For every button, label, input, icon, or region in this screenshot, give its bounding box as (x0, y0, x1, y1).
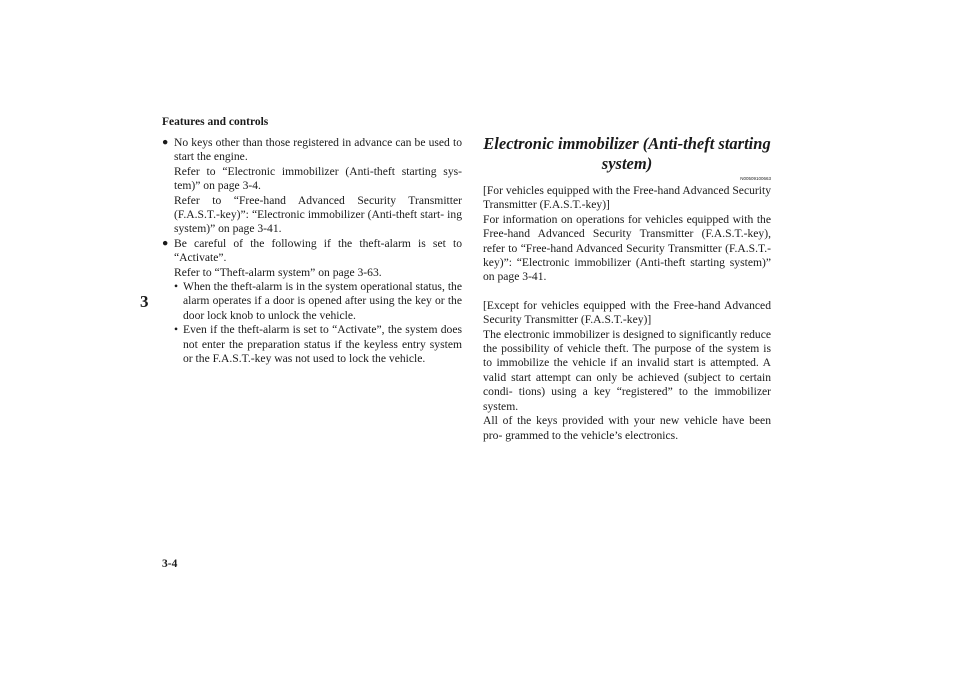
sub-bullet-item (174, 280, 462, 323)
cross-reference: Refer to “Theft-alarm system” on page 3-63. (174, 265, 382, 279)
bullet-icon: ● (162, 237, 169, 249)
body-text: All of the keys provided with your new vehicle have been pro- grammed to the vehicle’s electronics. (483, 414, 771, 442)
paragraph-fast-key (483, 184, 771, 285)
body-text: No keys other than those registered in advance can be used to start the engine. (174, 136, 462, 164)
section-heading: Electronic immobilizer (Anti-theft starting system) (483, 134, 771, 173)
reference-code: N00509100663 (740, 176, 771, 181)
left-column (162, 136, 462, 367)
right-column (483, 134, 771, 457)
sub-bullet-icon: • (174, 323, 179, 337)
page-number: 3-4 (162, 558, 178, 570)
bullet-icon: ● (162, 137, 169, 148)
bullet-body (174, 136, 462, 237)
paragraph-except-fast-key (483, 299, 771, 443)
cross-reference: Refer to “Electronic immobilizer (Anti-theft starting sys- tem)” on page 3-4. (174, 164, 462, 193)
bullet-body (174, 237, 462, 367)
bullet-item-theft-alarm (162, 237, 462, 367)
sub-bullet-text: When the theft-alarm is in the system operational status, the alarm operates if a door is opened after using the key or the door lock knob to unlock the vehicle. (183, 280, 462, 322)
chapter-number: 3 (140, 292, 149, 311)
body-text: Be careful of the following if the theft-alarm is set to “Activate”. (174, 236, 462, 265)
bullet-item-keys (162, 136, 462, 237)
applicability-note: [Except for vehicles equipped with the Free-hand Advanced Security Transmitter (F.A.S.T.-key)] (483, 298, 771, 327)
cross-reference: Refer to “Free-hand Advanced Security Transmitter (F.A.S.T.-key)”: “Electronic immobilizer (Anti-theft start- ing system)” on page 3-41. (174, 193, 462, 236)
sub-bullet-text: Even if the theft-alarm is set to “Activate”, the system does not enter the preparation status if the keyless entry system or the F.A.S.T.-key was not used to lock the vehicle. (183, 323, 462, 366)
body-text: For information on operations for vehicles equipped with the Free-hand Advanced Security Transmitter (F.A.S.T.-key), refer to “Free-hand Advanced Security Transmitter (F.A.S.T.-key)”: “Electronic immobilizer (Anti-theft starting system)” on page 3-41. (483, 212, 771, 284)
sub-bullet-item (174, 323, 462, 366)
sub-bullet-icon: • (174, 280, 179, 294)
running-header: Features and controls (162, 116, 269, 128)
applicability-note: [For vehicles equipped with the Free-hand Advanced Security Transmitter (F.A.S.T.-key)] (483, 184, 771, 212)
body-text: The electronic immobilizer is designed to significantly reduce the possibility of vehicle theft. The purpose of the system is to immobilize the vehicle if an invalid start is attempted. A valid start attempt can only be achieved (subject to certain condi- tions) using a key “registered” to the immobilizer system. (483, 327, 771, 413)
